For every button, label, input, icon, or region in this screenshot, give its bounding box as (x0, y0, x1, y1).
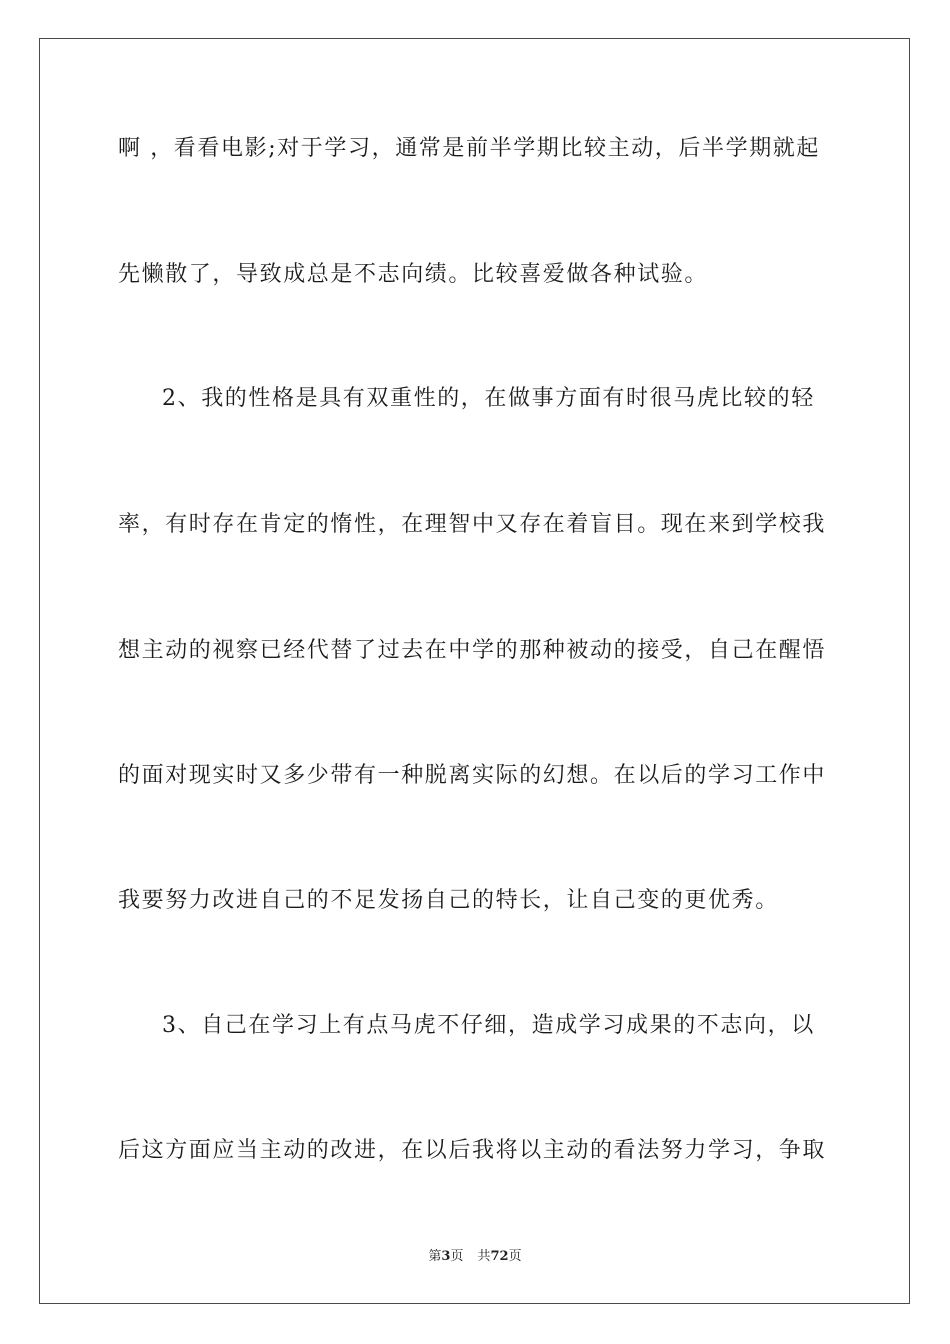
body-line-4: 率，有时存在肯定的惰性，在理智中又存在着盲目。现在来到学校我 (118, 512, 827, 537)
body-line-9: 后这方面应当主动的改进，在以后我将以主动的看法努力学习，争取 (118, 1138, 827, 1163)
body-line-3: 2、我的性格是具有双重性的，在做事方面有时很马虎比较的轻 (162, 386, 815, 411)
footer-page-suffix: 页 (450, 1249, 464, 1264)
body-line-7: 我要努力改进自己的不足发扬自己的特长，让自己变的更优秀。 (118, 888, 779, 913)
page-border (39, 38, 910, 1304)
body-line-6: 的面对现实时又多少带有一种脱离实际的幻想。在以后的学习工作中 (118, 763, 827, 788)
footer-total-suffix: 页 (508, 1249, 522, 1264)
footer-total-pages: 72 (490, 1249, 509, 1264)
footer-total-prefix: 共 (477, 1249, 491, 1264)
footer-page-number: 3 (441, 1249, 451, 1264)
body-line-8: 3、自己在学习上有点马虎不仔细，造成学习成果的不志向，以 (162, 1013, 815, 1038)
page-footer (0, 1248, 950, 1266)
body-line-5: 想主动的视察已经代替了过去在中学的那种被动的接受，自己在醒悟 (118, 638, 827, 663)
footer-page-prefix: 第 (428, 1249, 442, 1264)
body-line-1: 啊 ，看看电影;对于学习，通常是前半学期比较主动，后半学期就起 (118, 136, 821, 161)
body-line-2: 先懒散了，导致成总是不志向绩。比较喜爱做各种试验。 (118, 262, 709, 287)
